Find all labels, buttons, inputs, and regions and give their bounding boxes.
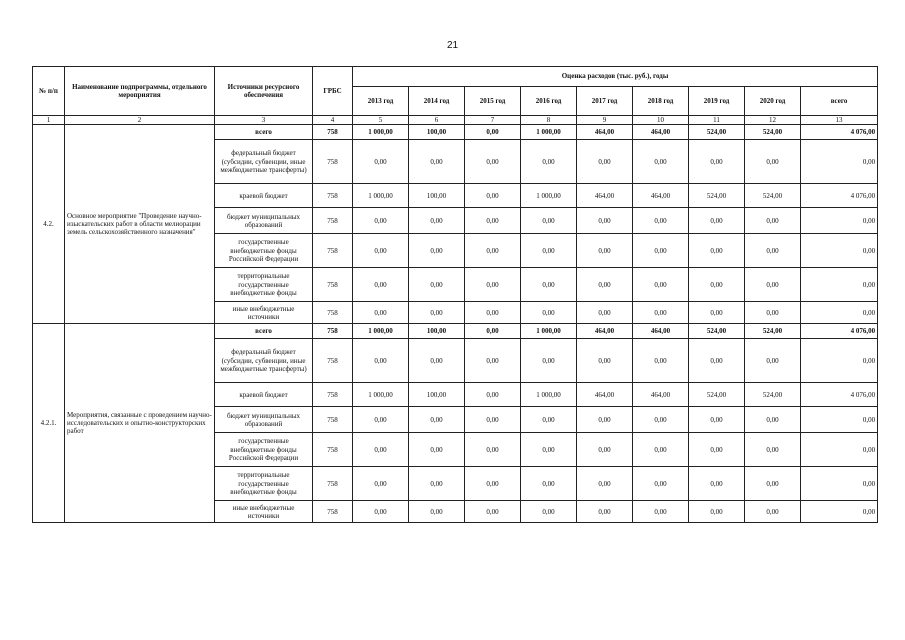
column-index: 5 (353, 116, 409, 125)
value-cell: 524,00 (689, 125, 745, 140)
grbs-code: 758 (313, 467, 353, 501)
header-year: всего (801, 87, 878, 116)
value-cell: 0,00 (465, 302, 521, 324)
value-cell: 524,00 (745, 383, 801, 407)
grbs-code: 758 (313, 140, 353, 184)
value-cell: 524,00 (745, 125, 801, 140)
value-cell: 0,00 (745, 339, 801, 383)
value-cell: 0,00 (633, 467, 689, 501)
value-cell: 0,00 (745, 433, 801, 467)
value-cell: 0,00 (577, 140, 633, 184)
value-cell: 1 000,00 (353, 125, 409, 140)
funding-source: всего (215, 125, 313, 140)
value-cell: 0,00 (577, 433, 633, 467)
funding-source: территориальные государственные внебюджетные фонды (215, 268, 313, 302)
value-cell: 0,00 (409, 140, 465, 184)
section-name: Основное мероприятие "Проведение научно-изыскательских работ в области мелиорации земель сельскохозяйственного назначения" (65, 125, 215, 324)
funding-source: бюджет муниципальных образований (215, 208, 313, 234)
value-cell: 100,00 (409, 383, 465, 407)
value-cell: 0,00 (745, 208, 801, 234)
value-cell: 524,00 (689, 383, 745, 407)
grbs-code: 758 (313, 407, 353, 433)
value-cell: 0,00 (745, 501, 801, 523)
grbs-code: 758 (313, 433, 353, 467)
value-cell: 4 076,00 (801, 184, 878, 208)
value-cell: 0,00 (801, 268, 878, 302)
column-index: 8 (521, 116, 577, 125)
header-year: 2019 год (689, 87, 745, 116)
value-cell: 464,00 (577, 125, 633, 140)
value-cell: 0,00 (689, 407, 745, 433)
value-cell: 4 076,00 (801, 125, 878, 140)
value-cell: 1 000,00 (353, 184, 409, 208)
grbs-code: 758 (313, 302, 353, 324)
value-cell: 4 076,00 (801, 383, 878, 407)
value-cell: 0,00 (689, 501, 745, 523)
value-cell: 0,00 (689, 339, 745, 383)
value-cell: 0,00 (521, 234, 577, 268)
funding-source: государственные внебюджетные фонды Российской Федерации (215, 433, 313, 467)
column-index: 7 (465, 116, 521, 125)
funding-source: государственные внебюджетные фонды Российской Федерации (215, 234, 313, 268)
value-cell: 0,00 (521, 208, 577, 234)
funding-source: бюджет муниципальных образований (215, 407, 313, 433)
value-cell: 100,00 (409, 184, 465, 208)
value-cell: 0,00 (521, 501, 577, 523)
grbs-code: 758 (313, 125, 353, 140)
value-cell: 0,00 (465, 467, 521, 501)
column-index: 6 (409, 116, 465, 125)
value-cell: 0,00 (577, 208, 633, 234)
grbs-code: 758 (313, 383, 353, 407)
value-cell: 0,00 (577, 234, 633, 268)
value-cell: 0,00 (633, 302, 689, 324)
value-cell: 0,00 (633, 140, 689, 184)
value-cell: 0,00 (465, 234, 521, 268)
value-cell: 0,00 (577, 302, 633, 324)
value-cell: 0,00 (521, 467, 577, 501)
value-cell: 1 000,00 (521, 184, 577, 208)
value-cell: 1 000,00 (521, 383, 577, 407)
header-year: 2020 год (745, 87, 801, 116)
value-cell: 0,00 (409, 268, 465, 302)
header-estimate: Оценка расходов (тыс. руб.), годы (353, 67, 878, 87)
value-cell: 0,00 (801, 208, 878, 234)
value-cell: 0,00 (689, 433, 745, 467)
value-cell: 0,00 (745, 234, 801, 268)
value-cell: 0,00 (465, 407, 521, 433)
value-cell: 0,00 (689, 467, 745, 501)
value-cell: 0,00 (801, 501, 878, 523)
table-row (33, 125, 878, 140)
value-cell: 0,00 (801, 140, 878, 184)
grbs-code: 758 (313, 339, 353, 383)
value-cell: 0,00 (409, 339, 465, 383)
value-cell: 0,00 (465, 268, 521, 302)
header-year: 2016 год (521, 87, 577, 116)
value-cell: 0,00 (745, 467, 801, 501)
value-cell: 0,00 (465, 125, 521, 140)
value-cell: 1 000,00 (521, 324, 577, 339)
value-cell: 0,00 (353, 302, 409, 324)
value-cell: 0,00 (409, 208, 465, 234)
value-cell: 0,00 (353, 407, 409, 433)
value-cell: 0,00 (409, 433, 465, 467)
value-cell: 0,00 (689, 234, 745, 268)
value-cell: 464,00 (577, 383, 633, 407)
value-cell: 0,00 (801, 339, 878, 383)
value-cell: 0,00 (521, 268, 577, 302)
value-cell: 0,00 (801, 407, 878, 433)
value-cell: 0,00 (801, 467, 878, 501)
column-index: 2 (65, 116, 215, 125)
value-cell: 0,00 (633, 339, 689, 383)
value-cell: 0,00 (465, 140, 521, 184)
section-code: 4.2. (33, 125, 65, 324)
header-year: 2018 год (633, 87, 689, 116)
value-cell: 0,00 (745, 268, 801, 302)
value-cell: 100,00 (409, 324, 465, 339)
value-cell: 0,00 (465, 184, 521, 208)
value-cell: 0,00 (745, 407, 801, 433)
value-cell: 464,00 (577, 184, 633, 208)
funding-source: краевой бюджет (215, 383, 313, 407)
column-index: 13 (801, 116, 878, 125)
value-cell: 0,00 (633, 501, 689, 523)
value-cell: 1 000,00 (353, 324, 409, 339)
header-year: 2013 год (353, 87, 409, 116)
value-cell: 464,00 (577, 324, 633, 339)
funding-source: краевой бюджет (215, 184, 313, 208)
value-cell: 0,00 (689, 208, 745, 234)
grbs-code: 758 (313, 184, 353, 208)
value-cell: 0,00 (577, 467, 633, 501)
value-cell: 0,00 (521, 407, 577, 433)
page-number: 21 (446, 40, 459, 51)
column-index: 9 (577, 116, 633, 125)
value-cell: 4 076,00 (801, 324, 878, 339)
value-cell: 0,00 (801, 302, 878, 324)
expenditure-table (32, 66, 878, 523)
grbs-code: 758 (313, 208, 353, 234)
header-source: Источники ресурсного обеспечения (215, 67, 313, 116)
value-cell: 0,00 (409, 407, 465, 433)
value-cell: 464,00 (633, 383, 689, 407)
value-cell: 0,00 (465, 339, 521, 383)
value-cell: 0,00 (409, 501, 465, 523)
value-cell: 0,00 (353, 234, 409, 268)
value-cell: 0,00 (353, 140, 409, 184)
column-index: 3 (215, 116, 313, 125)
grbs-code: 758 (313, 234, 353, 268)
column-index: 1 (33, 116, 65, 125)
funding-source: иные внебюджетные источники (215, 302, 313, 324)
value-cell: 0,00 (689, 302, 745, 324)
value-cell: 1 000,00 (353, 383, 409, 407)
column-index: 11 (689, 116, 745, 125)
header-name: Наименование подпрограммы, отдельного мероприятия (65, 67, 215, 116)
value-cell: 0,00 (409, 302, 465, 324)
value-cell: 0,00 (353, 339, 409, 383)
grbs-code: 758 (313, 268, 353, 302)
value-cell: 0,00 (801, 234, 878, 268)
value-cell: 524,00 (745, 324, 801, 339)
column-index: 10 (633, 116, 689, 125)
value-cell: 0,00 (633, 208, 689, 234)
value-cell: 524,00 (689, 184, 745, 208)
value-cell: 0,00 (353, 208, 409, 234)
value-cell: 0,00 (633, 433, 689, 467)
value-cell: 0,00 (521, 302, 577, 324)
grbs-code: 758 (313, 324, 353, 339)
value-cell: 0,00 (689, 140, 745, 184)
value-cell: 1 000,00 (521, 125, 577, 140)
value-cell: 0,00 (577, 339, 633, 383)
funding-source: иные внебюджетные источники (215, 501, 313, 523)
value-cell: 0,00 (689, 268, 745, 302)
section-name: Мероприятия, связанные с проведением научно-исследовательских и опытно-конструкторских работ (65, 324, 215, 523)
value-cell: 0,00 (577, 407, 633, 433)
funding-source: федеральный бюджет (субсидии, субвенции, иные межбюджетные трансферты) (215, 339, 313, 383)
value-cell: 0,00 (521, 140, 577, 184)
funding-source: территориальные государственные внебюджетные фонды (215, 467, 313, 501)
column-index: 4 (313, 116, 353, 125)
value-cell: 524,00 (745, 184, 801, 208)
value-cell: 0,00 (633, 268, 689, 302)
grbs-code: 758 (313, 501, 353, 523)
value-cell: 0,00 (577, 501, 633, 523)
header-year: 2017 год (577, 87, 633, 116)
value-cell: 464,00 (633, 324, 689, 339)
value-cell: 464,00 (633, 125, 689, 140)
header-no: № п/п (33, 67, 65, 116)
value-cell: 0,00 (577, 268, 633, 302)
value-cell: 0,00 (465, 501, 521, 523)
value-cell: 0,00 (465, 324, 521, 339)
value-cell: 0,00 (465, 433, 521, 467)
value-cell: 0,00 (521, 433, 577, 467)
value-cell: 0,00 (353, 268, 409, 302)
value-cell: 0,00 (633, 234, 689, 268)
value-cell: 0,00 (633, 407, 689, 433)
column-index: 12 (745, 116, 801, 125)
value-cell: 0,00 (353, 467, 409, 501)
funding-source: всего (215, 324, 313, 339)
header-year: 2015 год (465, 87, 521, 116)
header-year: 2014 год (409, 87, 465, 116)
value-cell: 464,00 (633, 184, 689, 208)
value-cell: 0,00 (353, 433, 409, 467)
funding-source: федеральный бюджет (субсидии, субвенции, иные межбюджетные трансферты) (215, 140, 313, 184)
header-grbs: ГРБС (313, 67, 353, 116)
value-cell: 0,00 (521, 339, 577, 383)
section-code: 4.2.1. (33, 324, 65, 523)
value-cell: 524,00 (689, 324, 745, 339)
value-cell: 0,00 (409, 234, 465, 268)
value-cell: 0,00 (409, 467, 465, 501)
value-cell: 0,00 (745, 140, 801, 184)
value-cell: 0,00 (801, 433, 878, 467)
value-cell: 100,00 (409, 125, 465, 140)
table-row (33, 324, 878, 339)
value-cell: 0,00 (353, 501, 409, 523)
value-cell: 0,00 (745, 302, 801, 324)
value-cell: 0,00 (465, 383, 521, 407)
value-cell: 0,00 (465, 208, 521, 234)
